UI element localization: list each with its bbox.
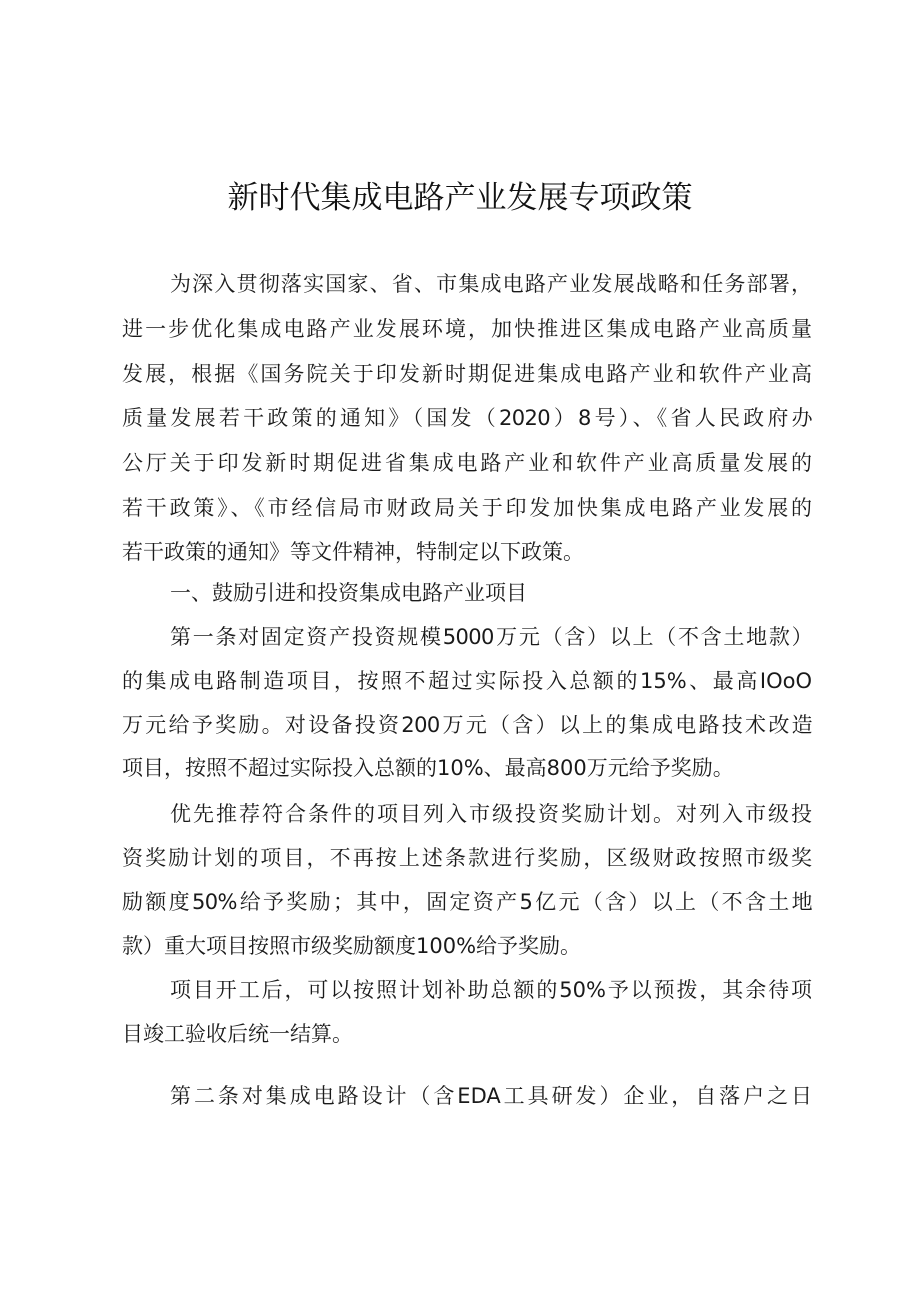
article-line: 的集成电路制造项目，按照不超过实际投入总额的15%、最高IOoO: [122, 669, 812, 693]
paragraph-line: 资奖励计划的项目，不再按上述条款进行奖励，区级财政按照市级奖: [122, 846, 812, 870]
article-line: 第二条对集成电路设计（含EDA工具研发）企业，自落户之日: [170, 1084, 812, 1108]
document-title: 新时代集成电路产业发展专项政策: [227, 180, 693, 216]
intro-line: 若干政策的通知》等文件精神，特制定以下政策。: [122, 540, 584, 564]
article-line: 第一条对固定资产投资规模5000万元（含）以上（不含土地款）: [170, 625, 812, 649]
paragraph-line: 目竣工验收后统一结算。: [122, 1022, 353, 1046]
paragraph-line: 项目开工后，可以按照计划补助总额的50%予以预拨，其余待项: [170, 978, 812, 1002]
paragraph-line: 励额度50%给予奖励；其中，固定资产5亿元（含）以上（不含土地: [122, 890, 812, 914]
article-line: 项目，按照不超过实际投入总额的10%、最高800万元给予奖励。: [122, 756, 734, 780]
intro-line: 质量发展若干政策的通知》（国发（2020）8号）、《省人民政府办: [122, 406, 812, 430]
section-heading: 一、鼓励引进和投资集成电路产业项目: [170, 582, 527, 605]
intro-line: 若干政策》、《市经信局市财政局关于印发加快集成电路产业发展的: [122, 496, 812, 520]
intro-line: 为深入贯彻落实国家、省、市集成电路产业发展战略和任务部署，: [170, 272, 812, 296]
paragraph-line: 款）重大项目按照市级奖励额度100%给予奖励。: [122, 934, 582, 958]
paragraph-line: 优先推荐符合条件的项目列入市级投资奖励计划。对列入市级投: [170, 802, 812, 826]
intro-line: 公厅关于印发新时期促进省集成电路产业和软件产业高质量发展的: [122, 451, 812, 475]
intro-line: 发展，根据《国务院关于印发新时期促进集成电路产业和软件产业高: [122, 362, 812, 386]
intro-line: 进一步优化集成电路产业发展环境，加快推进区集成电路产业高质量: [122, 317, 812, 341]
article-line: 万元给予奖励。对设备投资200万元（含）以上的集成电路技术改造: [122, 713, 812, 737]
